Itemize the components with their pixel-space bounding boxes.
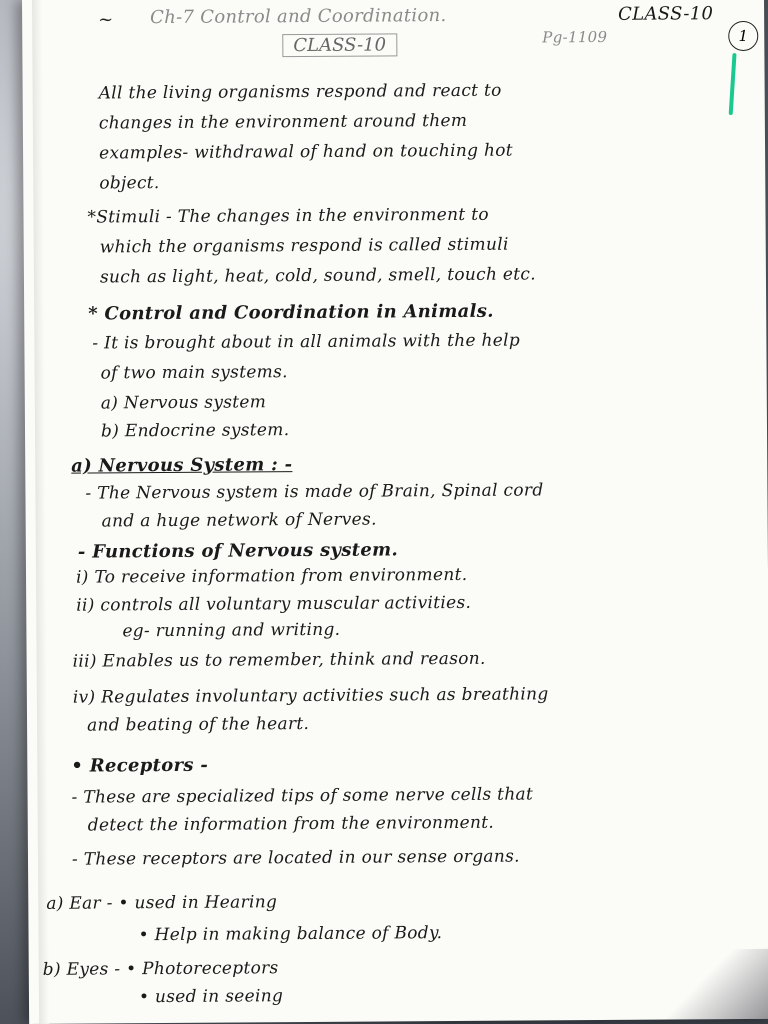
page-number: 1 (728, 21, 758, 51)
page-reference: Pg-1109 (542, 27, 608, 47)
text-line: and a huge network of Nerves. (101, 509, 377, 532)
class-box: CLASS-10 (282, 33, 397, 57)
text-line: examples- withdrawal of hand on touching hot (99, 140, 513, 164)
text-line: object. (99, 173, 160, 194)
list-item: b) Eyes - • Photoreceptors (42, 958, 279, 980)
example-line: eg- running and writing. (122, 619, 341, 642)
text-line: detect the information from the environment. (87, 812, 495, 836)
subsection-heading: a) Nervous System : - (71, 454, 293, 477)
page-edge (32, 0, 49, 1024)
text-line: which the organisms respond is called stimuli (99, 234, 509, 258)
text-line: - The Nervous system is made of Brain, Spinal cord (85, 480, 544, 504)
text-line: changes in the environment around them (98, 110, 468, 134)
list-item: a) Nervous system (100, 392, 267, 414)
text-line: All the living organisms respond and react to (98, 80, 502, 104)
list-item: i) To receive information from environment. (75, 564, 468, 588)
text-line: - It is brought about in all animals with the help (92, 330, 521, 354)
list-item: b) Endocrine system. (100, 420, 290, 442)
stimuli-definition: *Stimuli - The changes in the environment to (87, 204, 489, 228)
functions-heading: - Functions of Nervous system. (77, 539, 399, 563)
text-line: of two main systems. (100, 362, 288, 384)
receptors-heading: • Receptors - (71, 754, 209, 777)
list-item: ii) controls all voluntary muscular activities. (76, 592, 472, 616)
text-line: - These receptors are located in our sense organs. (71, 846, 520, 870)
page-curl-shadow (661, 949, 768, 1020)
chapter-title: Ch-7 Control and Coordination. (150, 5, 447, 29)
list-item: a) Ear - • used in Hearing (46, 892, 278, 914)
list-item: iv) Regulates involuntary activities such as breathing (72, 684, 549, 708)
text-line: such as light, heat, cold, sound, smell, touch etc. (99, 264, 536, 288)
list-item: iii) Enables us to remember, think and reason. (72, 648, 486, 672)
dash-mark: ~ (98, 9, 114, 31)
list-item: • used in seeing (138, 986, 284, 1008)
list-item: • Help in making balance of Body. (138, 923, 443, 946)
class-label-top: CLASS-10 (618, 3, 714, 25)
text-line: and beating of the heart. (86, 714, 310, 736)
text-line: - These are specialized tips of some nerve cells that (71, 784, 534, 808)
section-heading: * Control and Coordination in Animals. (88, 300, 494, 325)
notebook-page (22, 0, 768, 1024)
highlighter-mark (729, 53, 737, 115)
